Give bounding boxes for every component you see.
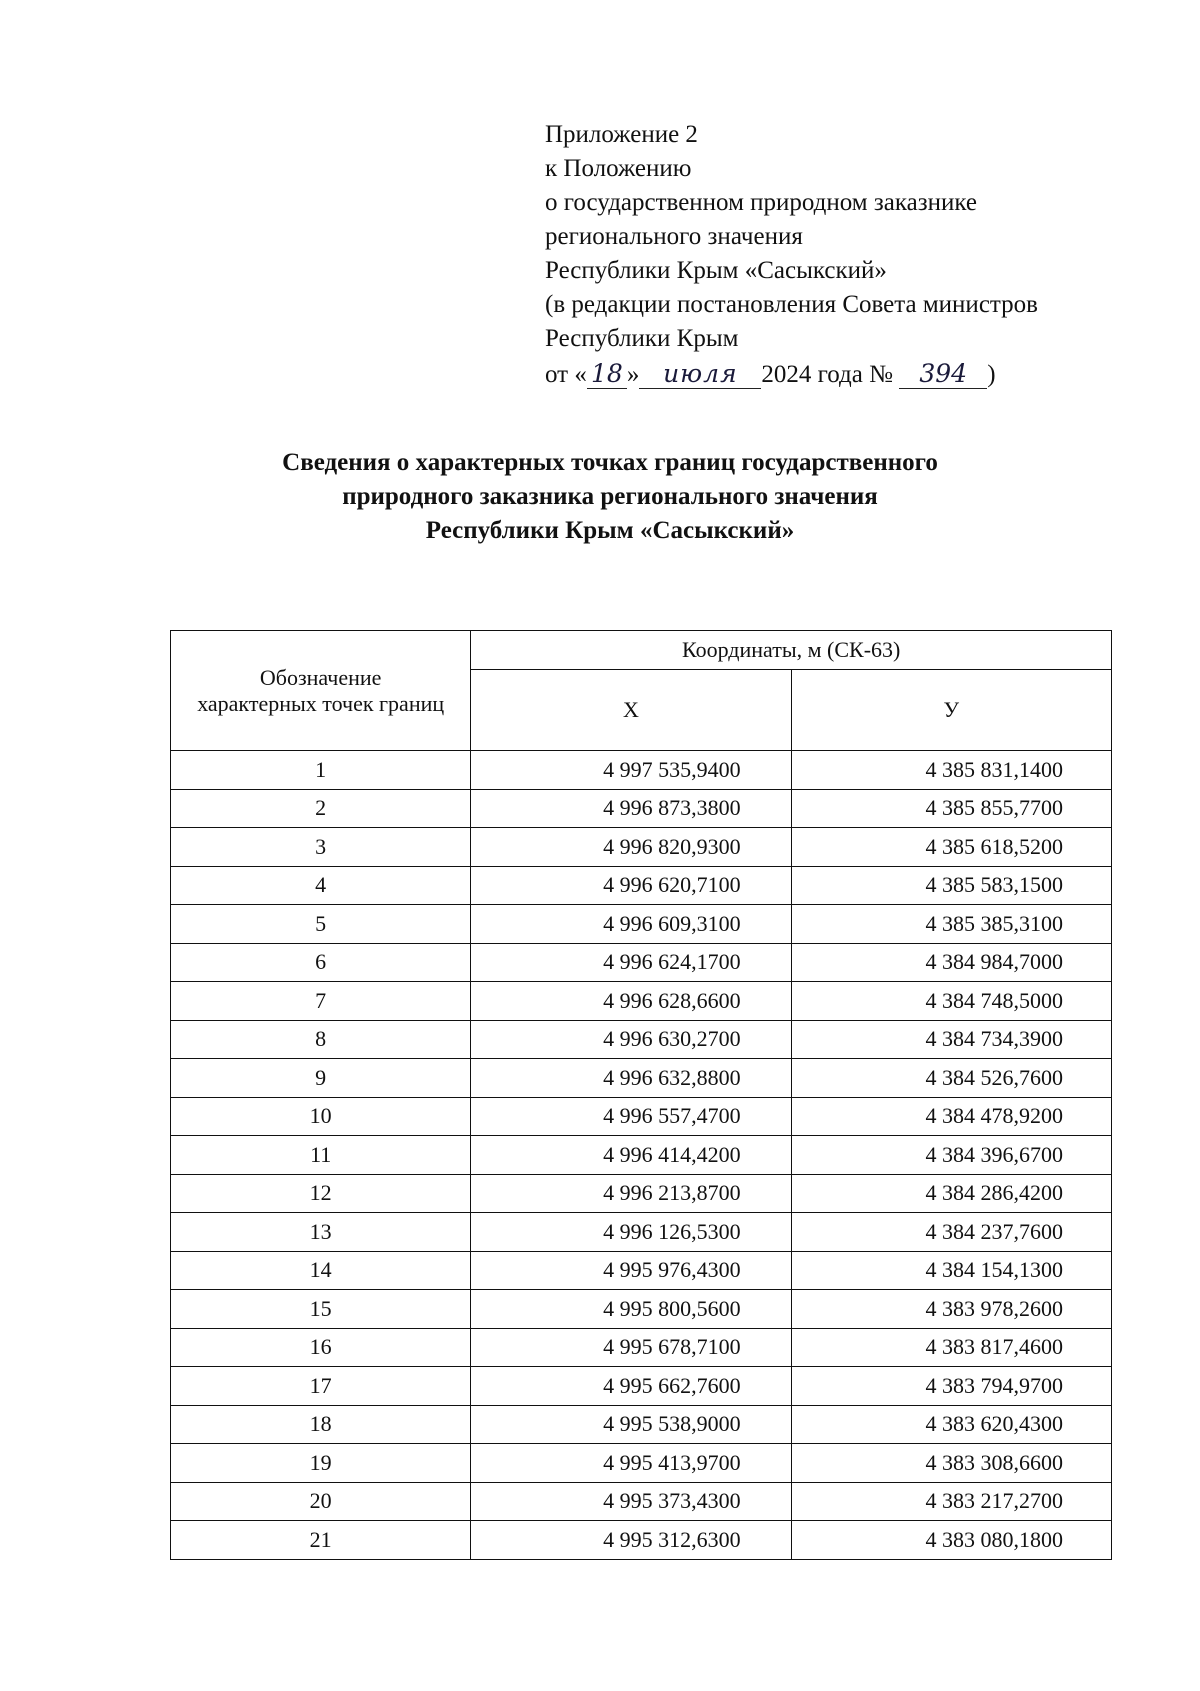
table-row bbox=[171, 1059, 1112, 1098]
x-coordinate-cell: 4 996 630,2700 bbox=[471, 1020, 791, 1059]
x-coordinate-cell: 4 996 414,4200 bbox=[471, 1136, 791, 1175]
point-number-cell: 19 bbox=[171, 1444, 471, 1483]
x-column-header: X bbox=[471, 670, 791, 751]
table-row bbox=[171, 1405, 1112, 1444]
point-number-cell: 3 bbox=[171, 828, 471, 867]
x-coordinate-cell: 4 996 620,7100 bbox=[471, 866, 791, 905]
x-coordinate-cell: 4 996 632,8800 bbox=[471, 1059, 791, 1098]
y-coordinate-cell: 4 383 978,2600 bbox=[791, 1290, 1111, 1329]
table-row bbox=[171, 789, 1112, 828]
x-coordinate-cell: 4 995 413,9700 bbox=[471, 1444, 791, 1483]
y-coordinate-cell: 4 384 734,3900 bbox=[791, 1020, 1111, 1059]
title-line: Сведения о характерных точках границ государственного bbox=[282, 449, 938, 476]
appendix-line: к Положению bbox=[545, 155, 692, 182]
point-number-cell: 20 bbox=[171, 1482, 471, 1521]
point-number-cell: 18 bbox=[171, 1405, 471, 1444]
y-coordinate-cell: 4 384 396,6700 bbox=[791, 1136, 1111, 1175]
y-column-header: У bbox=[791, 670, 1111, 751]
table-row bbox=[171, 982, 1112, 1021]
x-coordinate-cell: 4 995 976,4300 bbox=[471, 1251, 791, 1290]
appendix-header bbox=[545, 118, 1105, 392]
y-coordinate-cell: 4 383 794,9700 bbox=[791, 1367, 1111, 1406]
point-number-cell: 1 bbox=[171, 751, 471, 790]
y-coordinate-cell: 4 384 984,7000 bbox=[791, 943, 1111, 982]
point-number-cell: 2 bbox=[171, 789, 471, 828]
designation-header bbox=[171, 631, 471, 751]
point-number-cell: 15 bbox=[171, 1290, 471, 1329]
x-coordinate-cell: 4 995 678,7100 bbox=[471, 1328, 791, 1367]
x-coordinate-cell: 4 996 873,3800 bbox=[471, 789, 791, 828]
x-coordinate-cell: 4 996 557,4700 bbox=[471, 1097, 791, 1136]
handwritten-month: июля bbox=[639, 360, 761, 389]
point-number-cell: 10 bbox=[171, 1097, 471, 1136]
designation-header-line: Обозначение bbox=[259, 664, 382, 690]
x-coordinate-cell: 4 995 312,6300 bbox=[471, 1521, 791, 1560]
appendix-line: Приложение 2 bbox=[545, 121, 698, 148]
x-coordinate-cell: 4 996 609,3100 bbox=[471, 905, 791, 944]
handwritten-doc-number: 394 bbox=[899, 360, 987, 389]
coordinates-table bbox=[170, 630, 1112, 1560]
table-row bbox=[171, 751, 1112, 790]
point-number-cell: 13 bbox=[171, 1213, 471, 1252]
table-row bbox=[171, 943, 1112, 982]
title-line: Республики Крым «Сасыкский» bbox=[425, 517, 795, 544]
document-title bbox=[200, 446, 1020, 548]
table-row bbox=[171, 1174, 1112, 1213]
y-coordinate-cell: 4 385 385,3100 bbox=[791, 905, 1111, 944]
coordinates-header: Координаты, м (СК-63) bbox=[471, 631, 1112, 670]
table-body bbox=[171, 751, 1112, 1560]
x-coordinate-cell: 4 995 373,4300 bbox=[471, 1482, 791, 1521]
x-coordinate-cell: 4 996 624,1700 bbox=[471, 943, 791, 982]
y-coordinate-cell: 4 384 478,9200 bbox=[791, 1097, 1111, 1136]
designation-header-line: характерных точек границ bbox=[197, 690, 445, 716]
point-number-cell: 9 bbox=[171, 1059, 471, 1098]
x-coordinate-cell: 4 996 628,6600 bbox=[471, 982, 791, 1021]
y-coordinate-cell: 4 383 308,6600 bbox=[791, 1444, 1111, 1483]
y-coordinate-cell: 4 383 817,4600 bbox=[791, 1328, 1111, 1367]
x-coordinate-cell: 4 995 800,5600 bbox=[471, 1290, 791, 1329]
table-row bbox=[171, 1521, 1112, 1560]
point-number-cell: 4 bbox=[171, 866, 471, 905]
resolution-date-line bbox=[545, 358, 1105, 392]
y-coordinate-cell: 4 385 831,1400 bbox=[791, 751, 1111, 790]
table-row bbox=[171, 905, 1112, 944]
date-quote-close: » bbox=[626, 361, 640, 388]
x-coordinate-cell: 4 996 820,9300 bbox=[471, 828, 791, 867]
y-coordinate-cell: 4 385 855,7700 bbox=[791, 789, 1111, 828]
appendix-line: регионального значения bbox=[545, 223, 803, 250]
point-number-cell: 12 bbox=[171, 1174, 471, 1213]
handwritten-day: 18 bbox=[587, 360, 627, 389]
point-number-cell: 16 bbox=[171, 1328, 471, 1367]
y-coordinate-cell: 4 384 748,5000 bbox=[791, 982, 1111, 1021]
y-coordinate-cell: 4 383 620,4300 bbox=[791, 1405, 1111, 1444]
table-row bbox=[171, 828, 1112, 867]
title-line: природного заказника регионального значения bbox=[342, 483, 878, 510]
table-row bbox=[171, 1251, 1112, 1290]
point-number-cell: 17 bbox=[171, 1367, 471, 1406]
point-number-cell: 7 bbox=[171, 982, 471, 1021]
table-row bbox=[171, 866, 1112, 905]
date-year-text: 2024 года № bbox=[761, 361, 893, 388]
appendix-line: Республики Крым bbox=[545, 325, 739, 352]
y-coordinate-cell: 4 384 154,1300 bbox=[791, 1251, 1111, 1290]
date-suffix: ) bbox=[987, 361, 996, 388]
y-coordinate-cell: 4 384 237,7600 bbox=[791, 1213, 1111, 1252]
table-row bbox=[171, 1290, 1112, 1329]
y-coordinate-cell: 4 384 526,7600 bbox=[791, 1059, 1111, 1098]
appendix-line: Республики Крым «Сасыкский» bbox=[545, 257, 887, 284]
appendix-line: (в редакции постановления Совета министров bbox=[545, 291, 1038, 318]
point-number-cell: 11 bbox=[171, 1136, 471, 1175]
y-coordinate-cell: 4 385 583,1500 bbox=[791, 866, 1111, 905]
x-coordinate-cell: 4 995 538,9000 bbox=[471, 1405, 791, 1444]
x-coordinate-cell: 4 996 213,8700 bbox=[471, 1174, 791, 1213]
y-coordinate-cell: 4 383 080,1800 bbox=[791, 1521, 1111, 1560]
table-row bbox=[171, 1444, 1112, 1483]
date-prefix: от « bbox=[545, 361, 587, 388]
point-number-cell: 14 bbox=[171, 1251, 471, 1290]
table-row bbox=[171, 1482, 1112, 1521]
x-coordinate-cell: 4 997 535,9400 bbox=[471, 751, 791, 790]
table-row bbox=[171, 1097, 1112, 1136]
point-number-cell: 5 bbox=[171, 905, 471, 944]
point-number-cell: 6 bbox=[171, 943, 471, 982]
x-coordinate-cell: 4 995 662,7600 bbox=[471, 1367, 791, 1406]
point-number-cell: 8 bbox=[171, 1020, 471, 1059]
point-number-cell: 21 bbox=[171, 1521, 471, 1560]
table-row bbox=[171, 1020, 1112, 1059]
table-row bbox=[171, 1367, 1112, 1406]
table-row bbox=[171, 1328, 1112, 1367]
appendix-line: о государственном природном заказнике bbox=[545, 189, 977, 216]
table-row bbox=[171, 1136, 1112, 1175]
x-coordinate-cell: 4 996 126,5300 bbox=[471, 1213, 791, 1252]
y-coordinate-cell: 4 385 618,5200 bbox=[791, 828, 1111, 867]
y-coordinate-cell: 4 384 286,4200 bbox=[791, 1174, 1111, 1213]
y-coordinate-cell: 4 383 217,2700 bbox=[791, 1482, 1111, 1521]
table-row bbox=[171, 1213, 1112, 1252]
